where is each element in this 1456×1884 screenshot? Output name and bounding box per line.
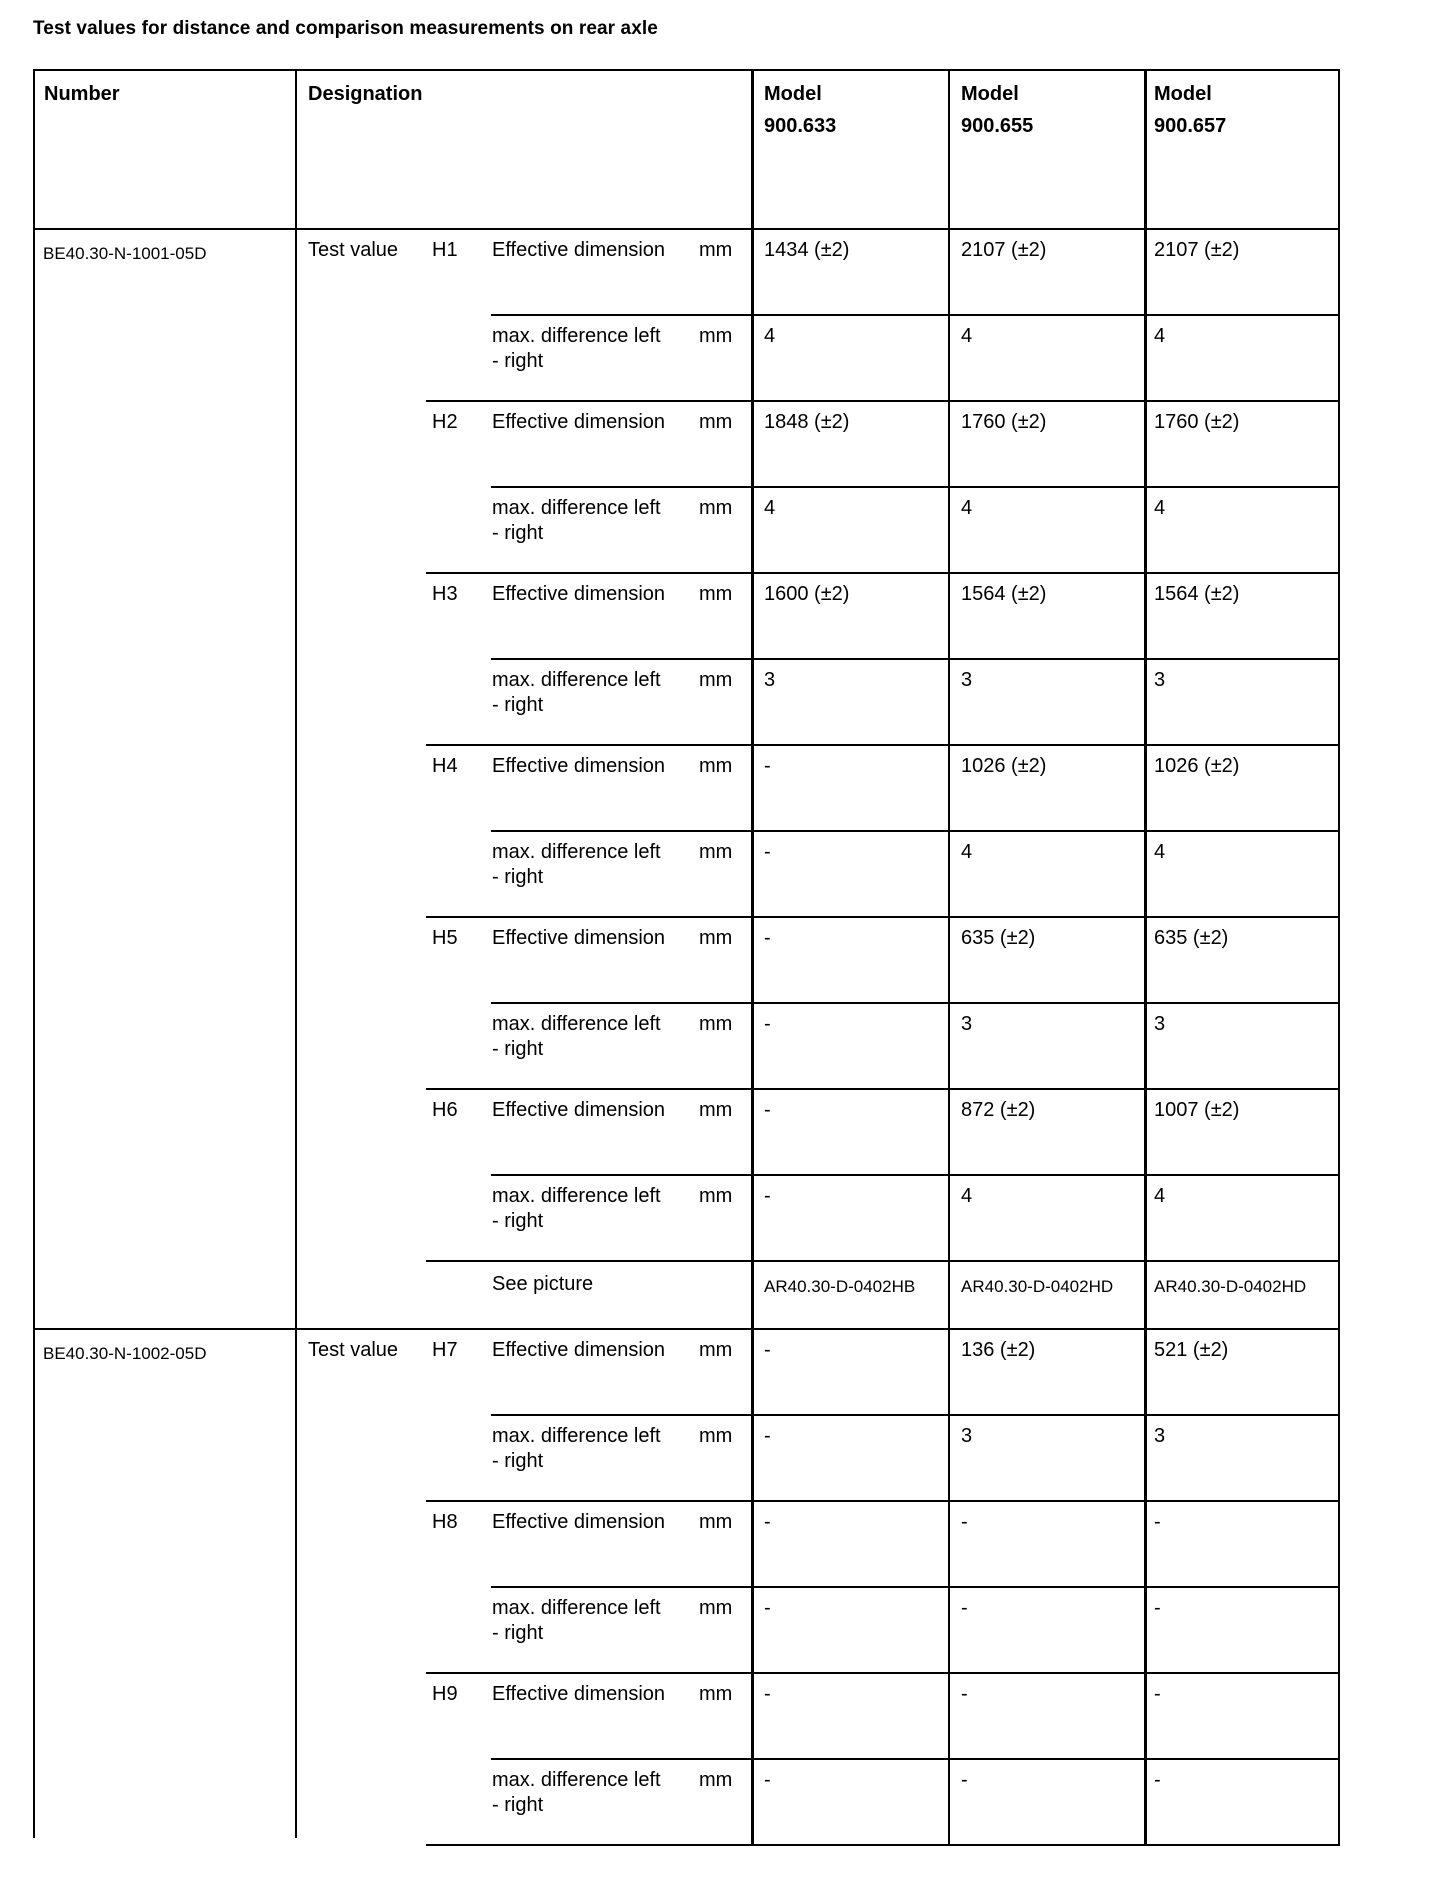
model-value: 4 xyxy=(961,497,973,519)
model-value: - xyxy=(1154,1769,1161,1791)
max-difference-label-cont: - right xyxy=(492,350,544,372)
table-top-rule xyxy=(33,69,1338,71)
unit-label: mm xyxy=(699,497,733,519)
row-rule xyxy=(491,658,1338,660)
model-value: 1760 (±2) xyxy=(961,411,1047,433)
max-difference-label: max. difference left xyxy=(492,325,661,347)
model-value: 3 xyxy=(961,1425,973,1447)
model-value: 2107 (±2) xyxy=(961,239,1047,261)
model-value: 3 xyxy=(1154,1425,1166,1447)
row-rule xyxy=(491,486,1338,488)
header-designation: Designation xyxy=(308,83,423,105)
page-title: Test values for distance and comparison measurements on rear axle xyxy=(33,18,658,39)
row-rule xyxy=(426,1088,1338,1090)
effective-dimension-label: Effective dimension xyxy=(492,755,666,777)
max-difference-label-cont: - right xyxy=(492,1450,544,1472)
max-difference-label: max. difference left xyxy=(492,1425,661,1447)
model-value: - xyxy=(764,1683,771,1705)
picture-reference: AR40.30-D-0402HD xyxy=(1154,1277,1307,1296)
measure-code: H9 xyxy=(432,1683,458,1705)
row-rule xyxy=(491,1174,1338,1176)
header-bottom-rule xyxy=(33,228,1338,230)
effective-dimension-label: Effective dimension xyxy=(492,1099,666,1121)
unit-label: mm xyxy=(699,325,733,347)
row-rule xyxy=(426,916,1338,918)
header-model-number: 900.633 xyxy=(764,115,837,137)
max-difference-label: max. difference left xyxy=(492,1769,661,1791)
model-value: - xyxy=(961,1683,968,1705)
max-difference-label-cont: - right xyxy=(492,1622,544,1644)
header-model-label: Model xyxy=(961,83,1019,105)
row-rule xyxy=(491,1002,1338,1004)
model-value: - xyxy=(764,927,771,949)
row-number-code: BE40.30-N-1001-05D xyxy=(43,244,207,263)
model-value: 635 (±2) xyxy=(961,927,1036,949)
effective-dimension-label: Effective dimension xyxy=(492,927,666,949)
header-model-number: 900.657 xyxy=(1154,115,1227,137)
row-number-code: BE40.30-N-1002-05D xyxy=(43,1344,207,1363)
see-picture-label: See picture xyxy=(492,1273,594,1295)
header-model-label: Model xyxy=(1154,83,1212,105)
measure-code: H6 xyxy=(432,1099,458,1121)
model-value: 4 xyxy=(961,1185,973,1207)
model-value: - xyxy=(961,1597,968,1619)
unit-label: mm xyxy=(699,755,733,777)
model-value: - xyxy=(764,1185,771,1207)
row-rule xyxy=(426,572,1338,574)
effective-dimension-label: Effective dimension xyxy=(492,1339,666,1361)
model-value: 3 xyxy=(961,669,973,691)
unit-label: mm xyxy=(699,1099,733,1121)
row-rule xyxy=(491,314,1338,316)
max-difference-label-cont: - right xyxy=(492,694,544,716)
model-value: - xyxy=(764,1339,771,1361)
model-value: 4 xyxy=(1154,325,1166,347)
row-test-value-label: Test value xyxy=(308,1339,399,1361)
max-difference-label: max. difference left xyxy=(492,841,661,863)
model-value: - xyxy=(1154,1683,1161,1705)
row-rule xyxy=(426,1844,1338,1846)
model-value: - xyxy=(764,1013,771,1035)
row-rule xyxy=(491,1414,1338,1416)
col-rule-model-3 xyxy=(1144,69,1147,1846)
max-difference-label: max. difference left xyxy=(492,1597,661,1619)
model-value: 3 xyxy=(961,1013,973,1035)
measure-code: H8 xyxy=(432,1511,458,1533)
unit-label: mm xyxy=(699,927,733,949)
model-value: 4 xyxy=(1154,1185,1166,1207)
header-model-label: Model xyxy=(764,83,822,105)
picture-reference: AR40.30-D-0402HD xyxy=(961,1277,1114,1296)
row-rule xyxy=(426,1260,1338,1262)
unit-label: mm xyxy=(699,1597,733,1619)
col-rule-right xyxy=(1338,69,1340,1846)
effective-dimension-label: Effective dimension xyxy=(492,1511,666,1533)
model-value: 1026 (±2) xyxy=(961,755,1047,777)
model-value: 4 xyxy=(1154,497,1166,519)
model-value: 1434 (±2) xyxy=(764,239,850,261)
model-value: - xyxy=(961,1511,968,1533)
unit-label: mm xyxy=(699,239,733,261)
effective-dimension-label: Effective dimension xyxy=(492,411,666,433)
unit-label: mm xyxy=(699,1185,733,1207)
model-value: - xyxy=(764,755,771,777)
model-value: - xyxy=(1154,1597,1161,1619)
col-rule-model-1 xyxy=(751,69,754,1846)
model-value: 4 xyxy=(764,325,776,347)
picture-reference: AR40.30-D-0402HB xyxy=(764,1277,916,1296)
model-value: - xyxy=(764,1425,771,1447)
model-value: 2107 (±2) xyxy=(1154,239,1240,261)
model-value: 1007 (±2) xyxy=(1154,1099,1240,1121)
model-value: 3 xyxy=(764,669,776,691)
model-value: 635 (±2) xyxy=(1154,927,1229,949)
unit-label: mm xyxy=(699,1013,733,1035)
model-value: 1564 (±2) xyxy=(1154,583,1240,605)
measure-code: H1 xyxy=(432,239,458,261)
model-value: 521 (±2) xyxy=(1154,1339,1229,1361)
row-rule xyxy=(426,400,1338,402)
measure-code: H4 xyxy=(432,755,458,777)
max-difference-label-cont: - right xyxy=(492,1210,544,1232)
model-value: 4 xyxy=(1154,841,1166,863)
row-rule xyxy=(491,830,1338,832)
model-value: - xyxy=(961,1769,968,1791)
model-value: - xyxy=(764,841,771,863)
row-rule xyxy=(426,1500,1338,1502)
measure-code: H5 xyxy=(432,927,458,949)
max-difference-label: max. difference left xyxy=(492,1185,661,1207)
effective-dimension-label: Effective dimension xyxy=(492,1683,666,1705)
header-model-number: 900.655 xyxy=(961,115,1034,137)
col-rule-model-2 xyxy=(948,69,950,1846)
model-value: 872 (±2) xyxy=(961,1099,1036,1121)
model-value: - xyxy=(764,1099,771,1121)
model-value: 1600 (±2) xyxy=(764,583,850,605)
model-value: 136 (±2) xyxy=(961,1339,1036,1361)
row-test-value-label: Test value xyxy=(308,239,399,261)
row-rule xyxy=(491,1586,1338,1588)
measure-code: H2 xyxy=(432,411,458,433)
model-value: 1564 (±2) xyxy=(961,583,1047,605)
max-difference-label: max. difference left xyxy=(492,669,661,691)
col-rule-designation xyxy=(295,69,297,1838)
model-value: 4 xyxy=(961,325,973,347)
unit-label: mm xyxy=(699,1511,733,1533)
max-difference-label-cont: - right xyxy=(492,1794,544,1816)
model-value: 4 xyxy=(961,841,973,863)
unit-label: mm xyxy=(699,1769,733,1791)
effective-dimension-label: Effective dimension xyxy=(492,583,666,605)
measure-code: H7 xyxy=(432,1339,458,1361)
effective-dimension-label: Effective dimension xyxy=(492,239,666,261)
unit-label: mm xyxy=(699,669,733,691)
unit-label: mm xyxy=(699,1339,733,1361)
model-value: 1760 (±2) xyxy=(1154,411,1240,433)
model-value: 1848 (±2) xyxy=(764,411,850,433)
max-difference-label: max. difference left xyxy=(492,497,661,519)
row-rule xyxy=(426,1672,1338,1674)
header-number: Number xyxy=(44,83,120,105)
unit-label: mm xyxy=(699,841,733,863)
model-value: 3 xyxy=(1154,1013,1166,1035)
model-value: - xyxy=(1154,1511,1161,1533)
model-value: - xyxy=(764,1511,771,1533)
max-difference-label-cont: - right xyxy=(492,522,544,544)
model-value: 4 xyxy=(764,497,776,519)
unit-label: mm xyxy=(699,583,733,605)
model-value: 3 xyxy=(1154,669,1166,691)
max-difference-label: max. difference left xyxy=(492,1013,661,1035)
max-difference-label-cont: - right xyxy=(492,1038,544,1060)
group-bottom-rule xyxy=(33,1328,1338,1330)
row-rule xyxy=(491,1758,1338,1760)
model-value: 1026 (±2) xyxy=(1154,755,1240,777)
model-value: - xyxy=(764,1597,771,1619)
row-rule xyxy=(426,744,1338,746)
measure-code: H3 xyxy=(432,583,458,605)
model-value: - xyxy=(764,1769,771,1791)
max-difference-label-cont: - right xyxy=(492,866,544,888)
unit-label: mm xyxy=(699,1683,733,1705)
col-rule-left xyxy=(33,69,35,1838)
unit-label: mm xyxy=(699,1425,733,1447)
unit-label: mm xyxy=(699,411,733,433)
